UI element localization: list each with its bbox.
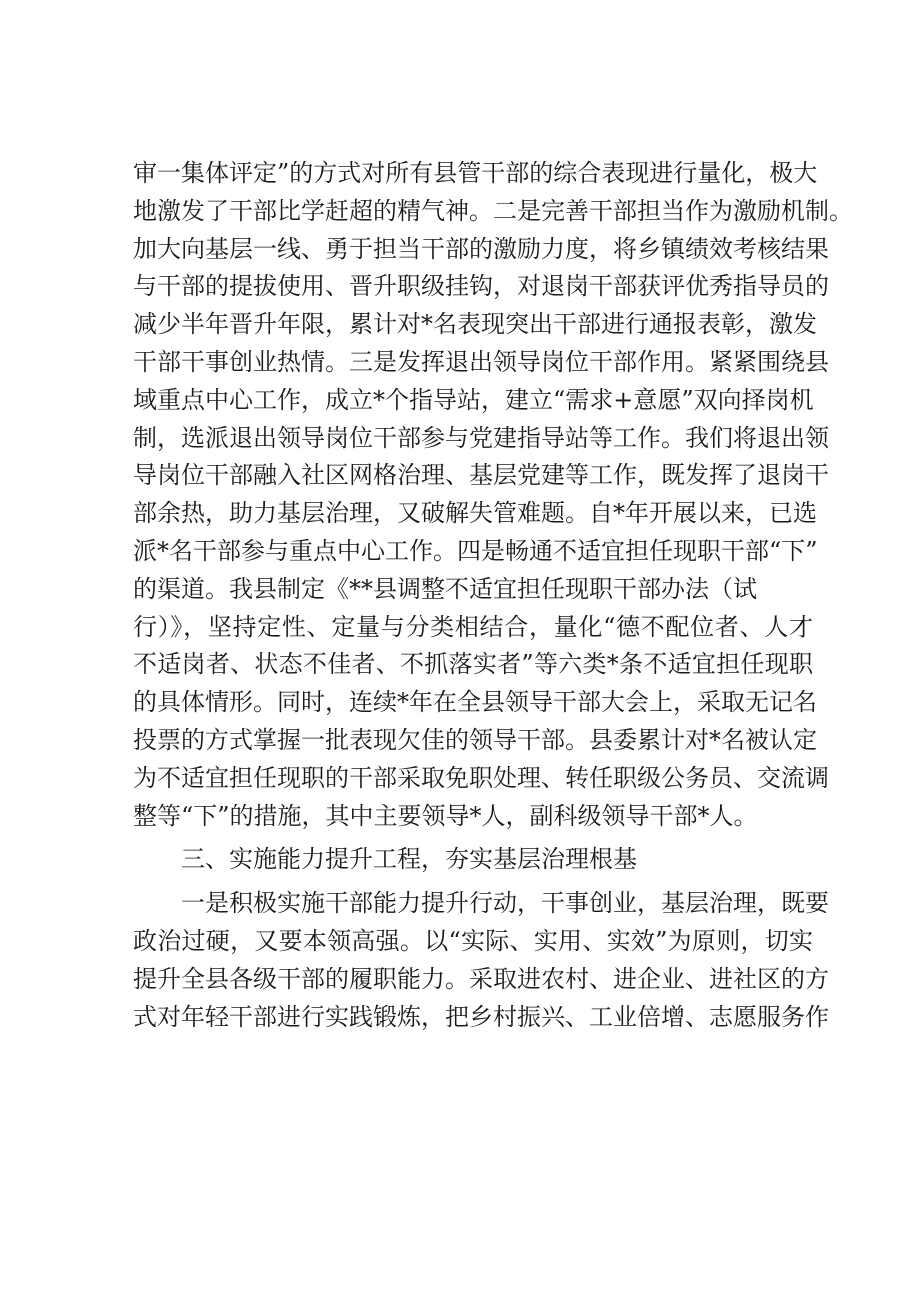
text-line: 部余热，助力基层治理，又破解失管难题。自*年开展以来，已选 bbox=[133, 499, 817, 528]
text-line: 与干部的提拔使用、晋升职级挂钩，对退岗干部获评优秀指导员的 bbox=[133, 272, 829, 301]
text-line: 的具体情形。同时，连续*年在全县领导干部大会上，采取无记名 bbox=[133, 688, 817, 717]
text-line: 提升全县各级干部的履职能力。采取进农村、进企业、进社区的方 bbox=[133, 964, 829, 993]
text-line: 为不适宜担任现职的干部采取免职处理、转任职级公务员、交流调 bbox=[133, 763, 829, 792]
text-line: 整等“下”的措施，其中主要领导*人，副科级领导干部*人。 bbox=[133, 801, 758, 830]
text-line: 导岗位干部融入社区网格治理、基层党建等工作，既发挥了退岗干 bbox=[133, 461, 829, 490]
text-line: 式对年轻干部进行实践锻炼，把乡村振兴、工业倍增、志愿服务作 bbox=[133, 1002, 829, 1031]
section-heading: 三、实施能力提升工程，夯实基层治理根基 bbox=[181, 845, 637, 874]
text-line: 审一集体评定”的方式对所有县管干部的综合表现进行量化，极大 bbox=[133, 159, 818, 187]
paragraph bbox=[133, 885, 829, 1036]
text-line: 派*名干部参与重点中心工作。四是畅通不适宜担任现职干部“下” bbox=[133, 536, 818, 565]
text-line: 加大向基层一线、勇于担当干部的激励力度，将乡镇绩效考核结果 bbox=[133, 234, 829, 263]
text-line: 不适岗者、状态不佳者、不抓落实者”等六类*条不适宜担任现职 bbox=[133, 650, 813, 679]
text-line: 地激发了干部比学赶超的精气神。二是完善干部担当作为激励机制。 bbox=[133, 196, 853, 225]
text-line: 干部干事创业热情。三是发挥退出领导岗位干部作用。紧紧围绕县 bbox=[133, 347, 829, 376]
text-line: 行）》，坚持定性、定量与分类相结合，量化“德不配位者、人才 bbox=[133, 612, 813, 641]
body-text bbox=[133, 155, 853, 1036]
text-line: 减少半年晋升年限，累计对*名表现突出干部进行通报表彰，激发 bbox=[133, 310, 817, 339]
text-line: 域重点中心工作，成立*个指导站，建立“需求+意愿”双向择岗机 bbox=[133, 385, 814, 414]
text-line: 政治过硬，又要本领高强。以“实际、实用、实效”为原则，切实 bbox=[133, 926, 813, 955]
text-line: 一是积极实施干部能力提升行动，干事创业，基层治理，既要 bbox=[181, 889, 829, 918]
paragraph bbox=[133, 155, 853, 835]
text-line: 的渠道。我县制定《**县调整不适宜担任现职干部办法（试 bbox=[133, 574, 757, 603]
text-line: 投票的方式掌握一批表现欠佳的领导干部。县委累计对*名被认定 bbox=[133, 725, 817, 754]
text-line: 制，选派退出领导岗位干部参与党建指导站等工作。我们将退出领 bbox=[133, 423, 829, 452]
